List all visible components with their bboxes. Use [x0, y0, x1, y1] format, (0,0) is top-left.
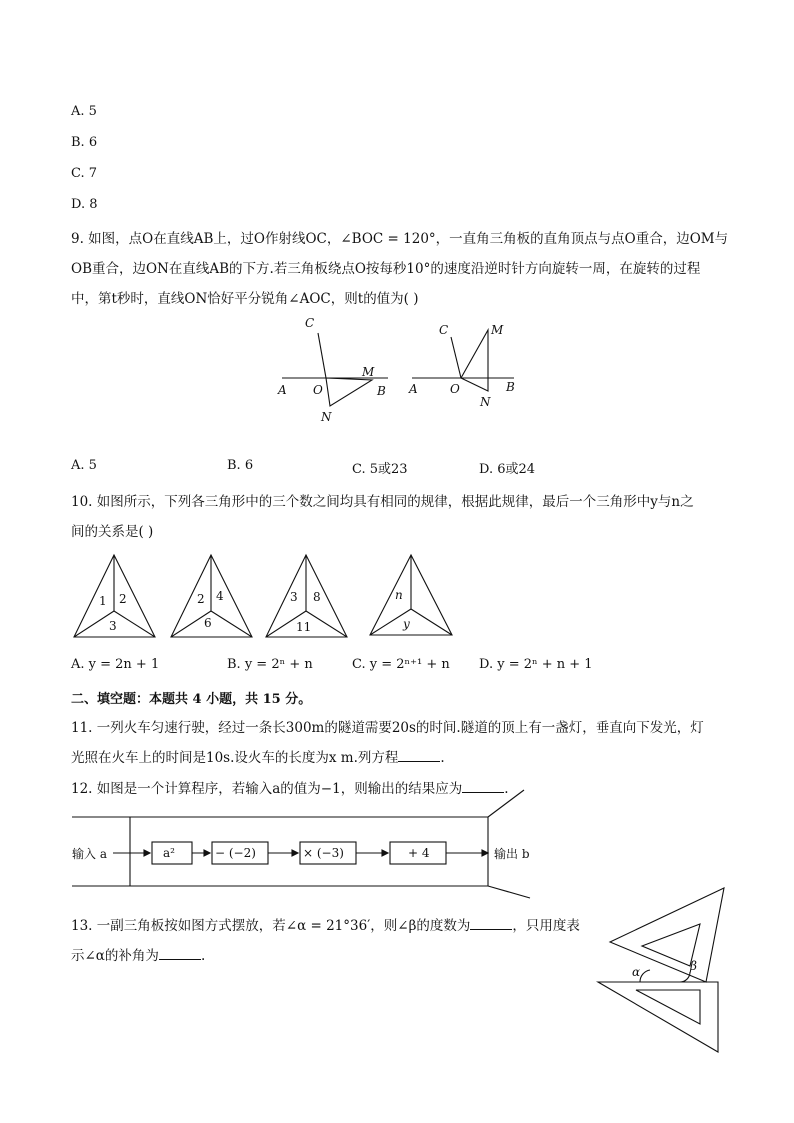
q9-f1-label-m: M	[362, 365, 375, 379]
q9-f2-label-m: M	[491, 323, 504, 337]
q12-line1: 12. 如图是一个计算程序，若输入a的值为−1，则输出的结果应为	[71, 781, 463, 797]
q10-t3-right: 8	[313, 590, 321, 604]
q11-line2-end: .	[440, 750, 445, 766]
q12-input-label: 输入 a	[72, 847, 107, 861]
q10-option-a: A. y = 2n + 1	[71, 657, 160, 672]
q11-answer-blank[interactable]	[398, 749, 440, 762]
q12-step-2: − (−2)	[215, 846, 256, 860]
q13-line1: 13. 一副三角板按如图方式摆放，若∠α = 21°36′，则∠β的度数为	[71, 918, 471, 934]
q13-line2-end: .	[200, 948, 206, 964]
q11-line1: 11. 一列火车匀速行驶，经过一条长300m的隧道需要20s的时间.隧道的顶上有一盏灯，垂直向下发光，灯	[71, 720, 704, 736]
q10-t3-bottom: 11	[296, 620, 312, 634]
question-13	[71, 911, 601, 971]
q9-f1-label-o: O	[313, 383, 323, 397]
option-d: D. 8	[71, 197, 98, 212]
q10-t2-bottom: 6	[204, 616, 212, 630]
q10-t1-bottom: 3	[109, 619, 117, 633]
section-2-heading: 二、填空题：本题共 4 小题，共 15 分。	[71, 692, 312, 707]
q10-t4-bottom: y	[403, 617, 410, 631]
q10-triangle-4	[370, 555, 452, 635]
q12-line1-end: .	[504, 781, 509, 797]
q11-line2: 光照在火车上的时间是10s.设火车的长度为x m.列方程	[71, 750, 399, 766]
q10-line2: 间的关系是( )	[71, 524, 154, 540]
question-11	[71, 713, 731, 773]
q9-f1-label-c: C	[305, 316, 315, 330]
q9-option-a: A. 5	[71, 458, 97, 473]
q10-option-d: D. y = 2ⁿ + n + 1	[479, 657, 593, 672]
q9-f2-label-o: O	[450, 382, 460, 396]
q10-t1-left: 1	[99, 594, 107, 608]
q10-t1-right: 2	[119, 592, 127, 606]
q9-line2: OB重合，边ON在直线AB的下方.若三角板绕点O按每秒10°的速度沿逆时针方向旋转一周，在旋转的过程	[71, 261, 701, 277]
q12-line1-wrap	[71, 774, 731, 804]
q11-line2-wrap	[71, 743, 731, 773]
q13-beta-label: β	[690, 959, 697, 973]
q13-answer-blank-2[interactable]	[159, 947, 201, 960]
option-a: A. 5	[71, 104, 97, 119]
q10-line1: 10. 如图所示，下列各三角形中的三个数之间均具有相同的规律，根据此规律，最后一个三角形中y与n之	[71, 494, 694, 510]
q10-t2-right: 4	[216, 589, 224, 603]
option-c: C. 7	[71, 166, 98, 181]
q10-t3-left: 3	[290, 590, 298, 604]
q9-line1: 9. 如图，点O在直线AB上，过O作射线OC，∠BOC = 120°，一直角三角板的直角顶点与点O重合，边OM与	[71, 231, 729, 247]
q13-alpha-label: α	[632, 965, 641, 979]
q12-answer-blank[interactable]	[462, 780, 504, 793]
q12-step-1: a²	[163, 846, 175, 860]
q12-flowchart	[72, 790, 530, 898]
q13-line1-wrap	[71, 911, 601, 941]
q10-t4-left: n	[395, 588, 403, 602]
q10-option-c: C. y = 2ⁿ⁺¹ + n	[352, 657, 450, 672]
q13-line2-wrap	[71, 941, 601, 971]
q9-f1-label-b: B	[377, 384, 386, 398]
q9-option-b: B. 6	[227, 458, 254, 473]
q9-figure-2	[412, 330, 514, 391]
q9-f2-label-c: C	[439, 323, 449, 337]
q10-option-b: B. y = 2ⁿ + n	[227, 657, 313, 672]
q9-f1-label-n: N	[321, 410, 332, 424]
q12-output-label: 输出 b	[494, 847, 530, 861]
question-12	[71, 774, 731, 804]
q9-f2-label-a: A	[409, 382, 418, 396]
q13-figure	[598, 888, 724, 1052]
q9-option-c: C. 5或23	[352, 462, 408, 477]
q9-f2-label-b: B	[506, 380, 515, 394]
q10-t2-left: 2	[197, 592, 205, 606]
q12-step-3: × (−3)	[303, 846, 344, 860]
q13-answer-blank-1[interactable]	[470, 917, 512, 930]
question-10	[71, 487, 731, 547]
option-b: B. 6	[71, 135, 98, 150]
q12-step-4: + 4	[408, 846, 430, 860]
q13-line1-mid: ，只用度表	[512, 918, 580, 934]
q9-option-d: D. 6或24	[479, 462, 536, 477]
q9-f1-label-a: A	[278, 383, 287, 397]
q9-line3: 中，第t秒时，直线ON恰好平分锐角∠AOC，则t的值为( )	[71, 291, 419, 307]
q13-line2: 示∠α的补角为	[71, 948, 159, 964]
q9-f2-label-n: N	[480, 395, 491, 409]
